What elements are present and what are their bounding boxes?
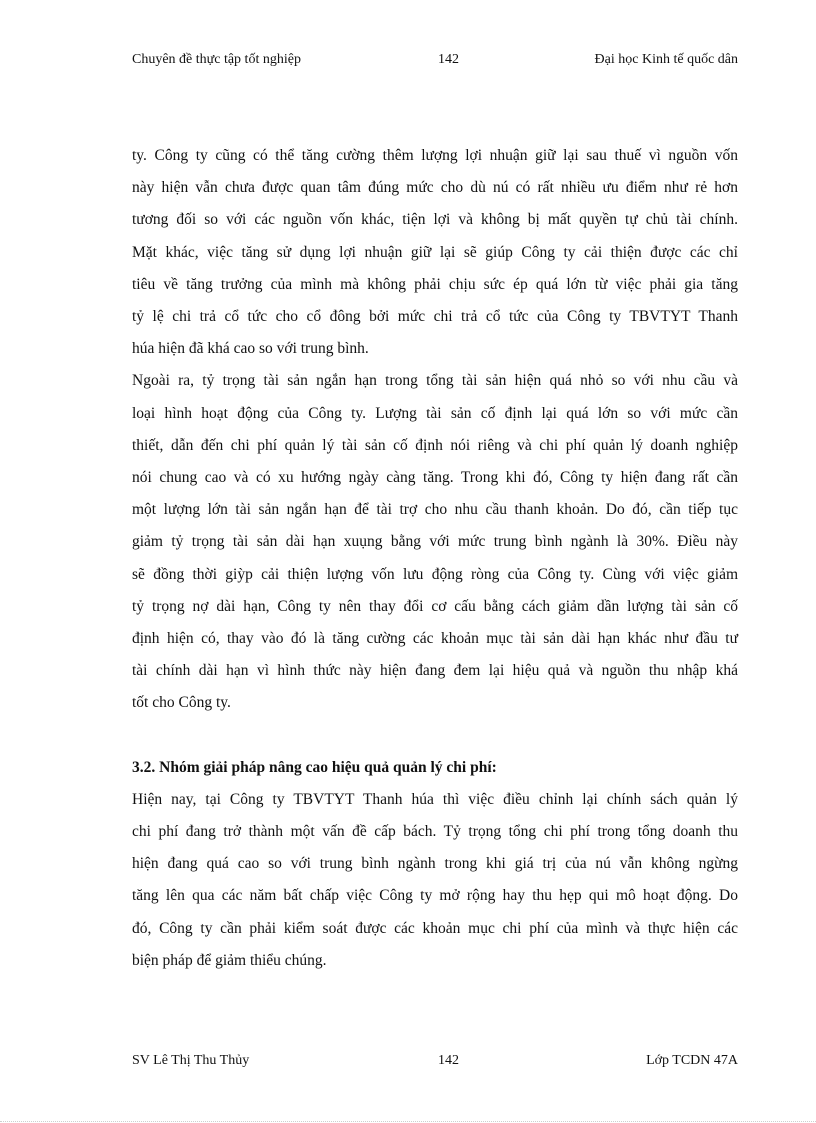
text-line: hiện đang quá cao so với trung bình ngành trong khi giá trị của nú vẫn không ngừng: [132, 855, 738, 873]
text-line: tỷ trọng nợ dài hạn, Công ty nên thay đổi cơ cấu bằng cách giảm dần lượng tài sản cố: [132, 597, 738, 615]
footer-class: Lớp TCDN 47A: [646, 1053, 738, 1068]
footer-student-name: SV Lê Thị Thu Thủy: [132, 1053, 250, 1068]
text-line: tài chính dài hạn vì hình thức này hiện đang đem lại hiệu quả và nguồn thu nhập khá: [132, 662, 738, 680]
paragraph-asset-structure: [132, 365, 738, 719]
footer-page-number: 142: [438, 1053, 459, 1068]
section-heading: 3.2. Nhóm giải pháp nâng cao hiệu quả quản lý chi phí:: [132, 758, 497, 776]
text-line: nói chung cao và có xu hướng ngày càng tăng. Trong khi đó, Công ty hiện đang rất cần: [132, 469, 738, 487]
text-line: tiêu về tăng trưởng của mình mà không phải chịu sức ép quá lớn từ việc phải gia tăng: [132, 275, 738, 293]
text-line: biện pháp để giảm thiểu chúng.: [132, 951, 327, 969]
text-line: húa hiện đã khá cao so với trung bình.: [132, 340, 369, 358]
page-footer: [132, 1053, 738, 1075]
text-line: đó, Công ty cần phải kiểm soát được các khoản mục chi phí của mình và thực hiện các: [132, 919, 738, 937]
text-line: tương đối so với các nguồn vốn khác, tiện lợi và không bị mất quyền tự chủ tài chính.: [132, 211, 738, 229]
text-line: định hiện có, thay vào đó là tăng cường các khoản mục tài sản dài hạn khác như đầu tư: [132, 630, 738, 648]
document-body: [132, 140, 738, 977]
text-line: Ngoài ra, tỷ trọng tài sản ngắn hạn trong tổng tài sản hiện quá nhỏ so với nhu cầu và: [132, 372, 738, 390]
text-line: Mặt khác, việc tăng sử dụng lợi nhuận giữ lại sẽ giúp Công ty cải thiện được các chỉ: [132, 243, 738, 261]
text-line: một lượng lớn tài sản ngắn hạn để tài trợ cho nhu cầu thanh khoản. Do đó, cần tiếp tục: [132, 501, 738, 519]
text-line: giảm tỷ trọng tài sản dài hạn xuụng bằng với mức trung bình ngành là 30%. Điều này: [132, 533, 738, 551]
text-line: tốt cho Công ty.: [132, 694, 231, 712]
paragraph-cost-management: [132, 784, 738, 977]
header-page-number: 142: [438, 52, 459, 67]
page-header: [132, 52, 738, 74]
text-line: Hiện nay, tại Công ty TBVTYT Thanh húa thì việc điều chỉnh lại chính sách quản lý: [132, 790, 738, 808]
text-line: loại hình hoạt động của Công ty. Lượng tài sản cố định lại quá lớn so với mức cần: [132, 404, 738, 422]
text-line: sẽ đồng thời giỳp cải thiện lượng vốn lưu động ròng của Công ty. Cùng với việc giảm: [132, 565, 738, 583]
text-line: này hiện vẫn chưa được quan tâm đúng mức cho dù nú có rất nhiều ưu điểm như rẻ hơn: [132, 179, 738, 197]
text-line: ty. Công ty cũng có thể tăng cường thêm lượng lợi nhuận giữ lại sau thuế vì nguồn vốn: [132, 147, 738, 164]
text-line: tăng lên qua các năm bất chấp việc Công ty mở rộng hay thu hẹp qui mô hoạt động. Do: [132, 887, 738, 905]
text-line: chi phí đang trở thành một vấn đề cấp bách. Tỷ trọng tổng chi phí trong tổng doanh thu: [132, 823, 738, 841]
header-thesis-title: Chuyên đề thực tập tốt nghiệp: [132, 52, 301, 67]
text-line: tỷ lệ chi trả cổ tức cho cổ đông bởi mức chi trả cổ tức của Công ty TBVTYT Thanh: [132, 308, 738, 326]
header-university: Đại học Kinh tế quốc dân: [594, 52, 738, 67]
paragraph-retained-earnings: [132, 140, 738, 365]
text-line: thiết, dẫn đến chi phí quản lý tài sản cố định nói riêng và chi phí quản lý doanh nghiệp: [132, 436, 738, 454]
